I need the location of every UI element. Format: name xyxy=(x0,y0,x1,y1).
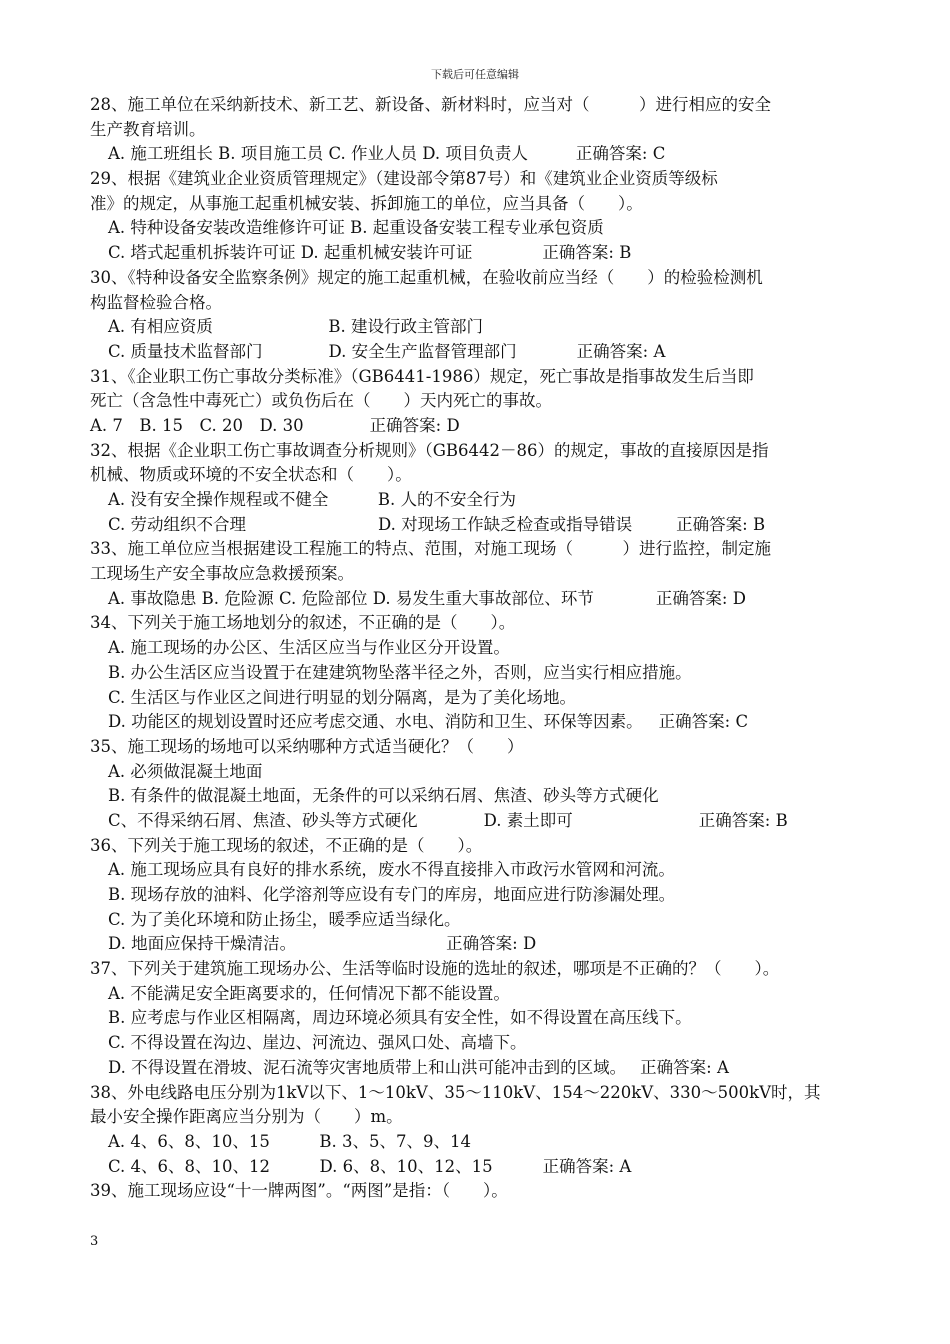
line-text: 33、施工单位应当根据建设工程施工的特点、范围，对施工现场（ ）进行监控，制定施 xyxy=(90,539,771,559)
text-line xyxy=(90,760,870,785)
line-text: A. 施工班组长 B. 项目施工员 C. 作业人员 D. 项目负责人 xyxy=(108,144,528,164)
text-line xyxy=(90,1155,870,1180)
text-line xyxy=(90,216,870,241)
text-line xyxy=(90,1006,870,1031)
line-text: 35、施工现场的场地可以采纳哪种方式适当硬化？（ ） xyxy=(90,736,524,756)
answer-text: 正确答案: B xyxy=(698,810,788,830)
text-line xyxy=(90,463,870,488)
text-line xyxy=(90,932,870,957)
line-text: B. 现场存放的油料、化学溶剂等应设有专门的库房，地面应进行防渗漏处理。 xyxy=(108,885,676,904)
text-line xyxy=(90,587,870,612)
text-line xyxy=(90,192,870,217)
text-line xyxy=(90,1179,870,1204)
line-text: 工现场生产安全事故应急救援预案。 xyxy=(90,564,354,584)
line-text: D. 地面应保持干燥清洁。 xyxy=(108,934,297,954)
text-line xyxy=(90,957,870,982)
text-line xyxy=(90,266,870,291)
line-text: 37、下列关于建筑施工现场办公、生活等临时设施的选址的叙述，哪项是不正确的？（ ）。 xyxy=(90,959,780,979)
line-text: B. 有条件的做混凝土地面，无条件的可以采纳石屑、焦渣、砂头等方式硬化 xyxy=(108,786,659,806)
line-text: 生产教育培训。 xyxy=(90,119,206,139)
line-text: 29、根据《建筑业企业资质管理规定》（建设部令第87号）和《建筑业企业资质等级标 xyxy=(90,169,718,189)
line-text: A. 施工现场应具有良好的排水系统，废水不得直接排入市政污水管网和河流。 xyxy=(108,860,675,880)
text-line xyxy=(90,611,870,636)
text-line xyxy=(90,167,870,192)
text-line xyxy=(90,513,870,538)
page-number: 3 xyxy=(90,1234,99,1249)
line-text: C、不得采纳石屑、焦渣、砂头等方式硬化 D. 素土即可 xyxy=(108,810,573,830)
answer-text: 正确答案: D xyxy=(446,934,537,954)
text-line xyxy=(90,1130,870,1155)
line-text: A. 事故隐患 B. 危险源 C. 危险部位 D. 易发生重大事故部位、环节 xyxy=(108,588,594,608)
text-line xyxy=(90,661,870,686)
line-text: 准》的规定，从事施工起重机械安装、拆卸施工的单位，应当具备（ ）。 xyxy=(90,193,643,213)
text-line xyxy=(90,710,870,735)
text-line xyxy=(90,809,870,834)
text-line xyxy=(90,414,870,439)
text-line xyxy=(90,142,870,167)
answer-text: 正确答案: D xyxy=(655,588,746,608)
text-line xyxy=(90,118,870,143)
text-line xyxy=(90,858,870,883)
line-text: A. 7 B. 15 C. 20 D. 30 xyxy=(90,415,304,435)
text-line xyxy=(90,241,870,266)
line-text: A. 施工现场的办公区、生活区应当与作业区分开设置。 xyxy=(108,638,510,658)
line-text: B. 办公生活区应当设置于在建建筑物坠落半径之外，否则，应当实行相应措施。 xyxy=(108,662,692,682)
line-text: C. 劳动组织不合理 D. 对现场工作缺乏检查或指导错误 xyxy=(108,514,633,534)
line-text: A. 不能满足安全距离要求的，任何情况下都不能设置。 xyxy=(108,983,510,1003)
line-text: 34、下列关于施工场地划分的叙述，不正确的是（ ）。 xyxy=(90,613,516,633)
text-line xyxy=(90,340,870,365)
text-line xyxy=(90,908,870,933)
line-text: C. 质量技术监督部门 D. 安全生产监督管理部门 xyxy=(108,341,517,361)
page-header: 下载后可任意编辑 xyxy=(431,68,519,81)
text-line xyxy=(90,784,870,809)
answer-text: 正确答案: B xyxy=(542,243,632,263)
line-text: 38、外电线路电压分别为1kV以下、1～10kV、35～110kV、154～220kV、330～500kV时，其 xyxy=(90,1082,821,1102)
line-text: C. 生活区与作业区之间进行明显的划分隔离，是为了美化场地。 xyxy=(108,687,577,707)
answer-text: 正确答案: A xyxy=(576,341,666,361)
text-line xyxy=(90,488,870,513)
text-line xyxy=(90,291,870,316)
line-text: 构监督检验合格。 xyxy=(90,292,222,312)
line-text: 最小安全操作距离应当分别为（ ）m。 xyxy=(90,1107,403,1127)
answer-text: 正确答案: B xyxy=(676,514,766,534)
answer-text: 正确答案: C xyxy=(575,144,666,164)
answer-text: 正确答案: C xyxy=(658,712,749,732)
line-text: 36、下列关于施工现场的叙述，不正确的是（ ）。 xyxy=(90,835,483,855)
line-text: 30、《特种设备安全监察条例》规定的施工起重机械，在验收前应当经（ ）的检验检测机 xyxy=(90,267,763,287)
text-line xyxy=(90,636,870,661)
line-text: A. 特种设备安装改造维修许可证 B. 起重设备安装工程专业承包资质 xyxy=(108,218,604,238)
text-line xyxy=(90,1031,870,1056)
text-line xyxy=(90,1056,870,1081)
text-line xyxy=(90,93,870,118)
text-line xyxy=(90,982,870,1007)
line-text: A. 4、6、8、10、15 B. 3、5、7、9、14 xyxy=(108,1131,471,1151)
text-line xyxy=(90,1105,870,1130)
line-text: 32、根据《企业职工伤亡事故调查分析规则》（GB6442－86）的规定，事故的直接原因是指 xyxy=(90,440,769,460)
text-line xyxy=(90,686,870,711)
line-text: C. 4、6、8、10、12 D. 6、8、10、12、15 xyxy=(108,1156,493,1176)
document-body xyxy=(90,93,870,1204)
text-line xyxy=(90,883,870,908)
text-line xyxy=(90,439,870,464)
line-text: A. 有相应资质 B. 建设行政主管部门 xyxy=(108,317,484,337)
answer-text: 正确答案: A xyxy=(640,1057,729,1077)
text-line xyxy=(90,1081,870,1106)
line-text: 31、《企业职工伤亡事故分类标准》（GB6441-1986）规定，死亡事故是指事故发生后当即 xyxy=(90,366,754,386)
line-text: D. 不得设置在滑坡、泥石流等灾害地质带上和山洪可能冲击到的区域。 xyxy=(108,1057,627,1077)
line-text: C. 塔式起重机拆装许可证 D. 起重机械安装许可证 xyxy=(108,243,473,263)
line-text: 39、施工现场应设“十一牌两图”。“两图”是指：（ ）。 xyxy=(90,1181,508,1201)
text-line xyxy=(90,389,870,414)
text-line xyxy=(90,834,870,859)
answer-text: 正确答案: D xyxy=(369,415,460,435)
line-text: A. 没有安全操作规程或不健全 B. 人的不安全行为 xyxy=(108,490,517,509)
answer-text: 正确答案: A xyxy=(542,1156,632,1176)
line-text: 机械、物质或环境的不安全状态和（ ）。 xyxy=(90,465,412,485)
line-text: 28、施工单位在采纳新技术、新工艺、新设备、新材料时，应当对（ ）进行相应的安全 xyxy=(90,95,771,114)
line-text: B. 应考虑与作业区相隔离，周边环境必须具有安全性，如不得设置在高压线下。 xyxy=(108,1008,692,1028)
text-line xyxy=(90,365,870,390)
text-line xyxy=(90,315,870,340)
line-text: 死亡（含急性中毒死亡）或负伤后在（ ）天内死亡的事故。 xyxy=(90,391,552,411)
text-line xyxy=(90,562,870,587)
text-line xyxy=(90,735,870,760)
line-text: C. 为了美化环境和防止扬尘，暖季应适当绿化。 xyxy=(108,909,461,929)
line-text: C. 不得设置在沟边、崖边、河流边、强风口处、高墙下。 xyxy=(108,1033,527,1053)
line-text: A. 必须做混凝土地面 xyxy=(108,761,263,781)
line-text: D. 功能区的规划设置时还应考虑交通、水电、消防和卫生、环保等因素。 xyxy=(108,712,643,732)
text-line xyxy=(90,537,870,562)
